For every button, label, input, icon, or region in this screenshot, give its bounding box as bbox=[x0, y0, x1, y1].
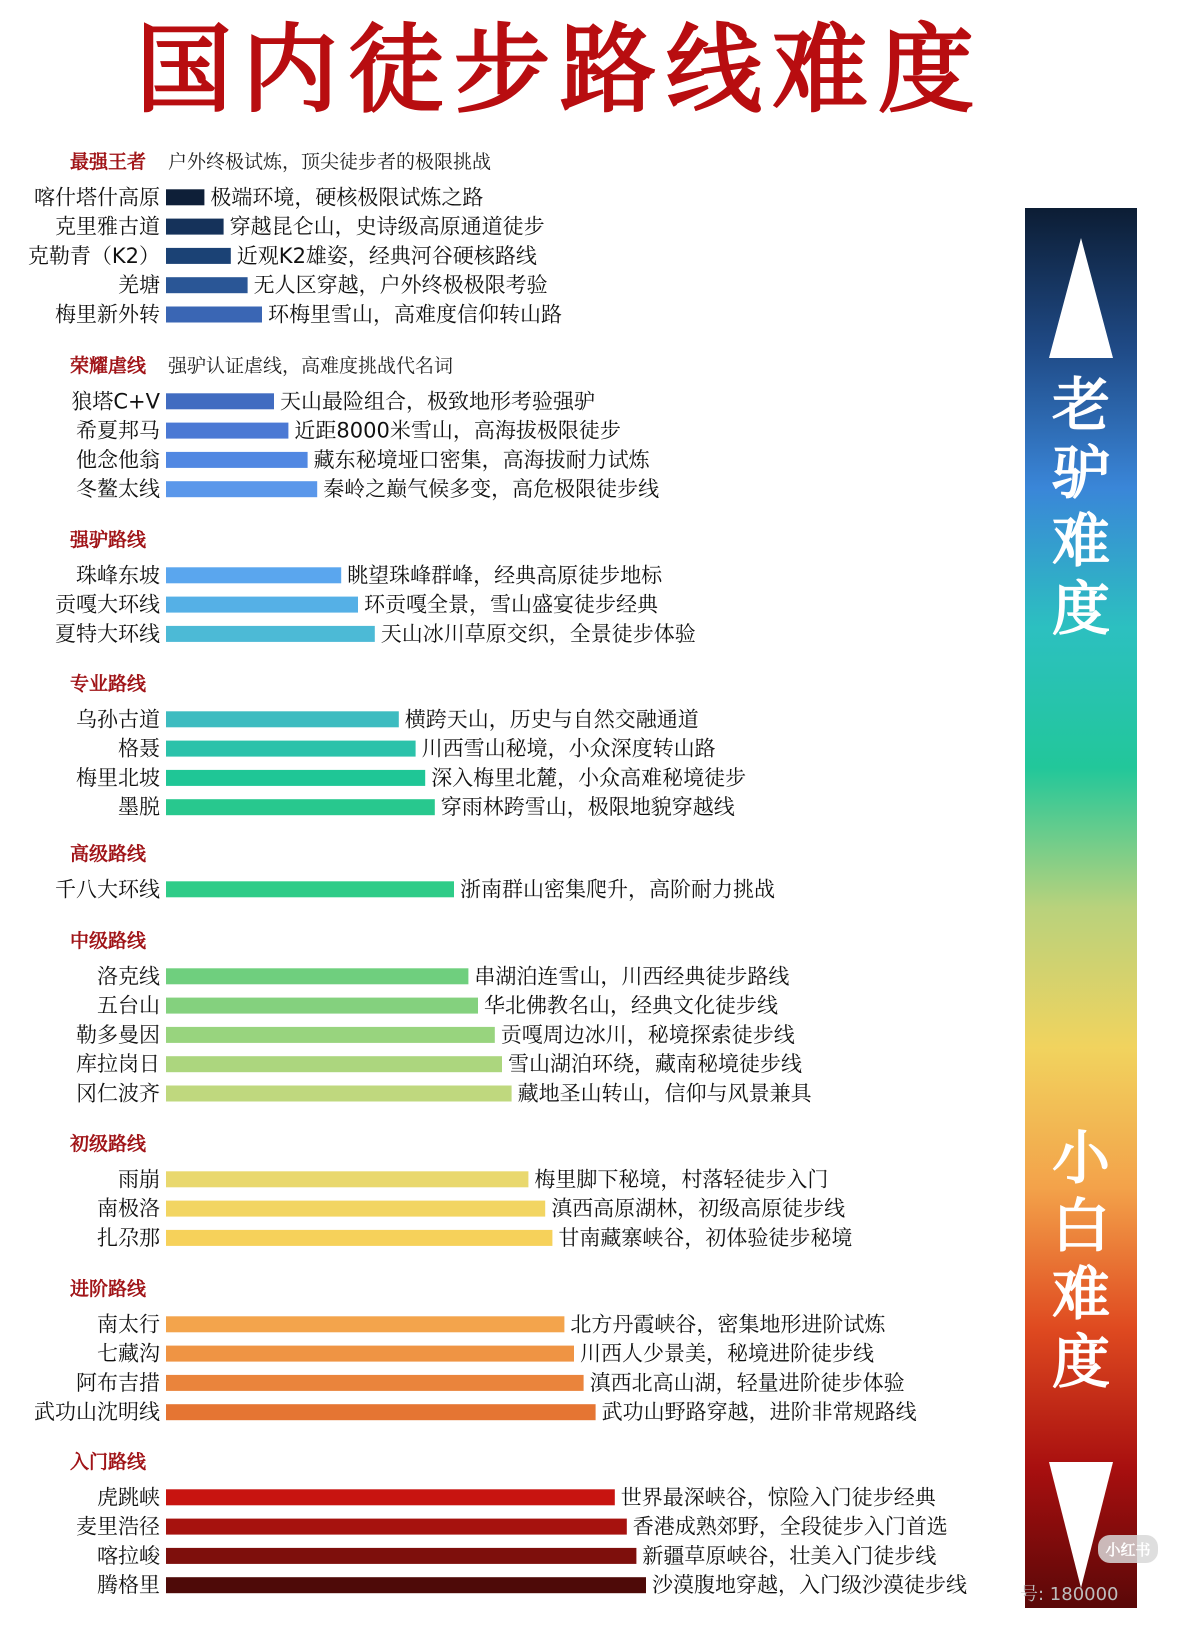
scale-bottom-label: 小白难度 bbox=[1051, 1124, 1111, 1396]
watermark-id: 号: 180000 bbox=[1020, 1584, 1119, 1605]
route-name: 南极洛 bbox=[97, 1196, 160, 1221]
difficulty-bar bbox=[166, 393, 274, 409]
route-description: 沙漠腹地穿越，入门级沙漠徒步线 bbox=[652, 1573, 967, 1598]
route-name: 七藏沟 bbox=[97, 1341, 160, 1366]
route-description: 甘南藏寨峡谷，初体验徒步秘境 bbox=[558, 1225, 853, 1250]
difficulty-bar bbox=[166, 1201, 545, 1217]
route-description: 北方丹霞峡谷，密集地形进阶试炼 bbox=[570, 1312, 886, 1337]
category-title: 中级路线 bbox=[70, 930, 147, 952]
route-description: 雪山湖泊环绕，藏南秘境徒步线 bbox=[508, 1052, 802, 1077]
route-name: 喀拉峻 bbox=[97, 1543, 160, 1568]
route-description: 藏地圣山转山，信仰与风景兼具 bbox=[517, 1081, 812, 1106]
difficulty-bar bbox=[166, 1489, 615, 1505]
route-name: 希夏邦马 bbox=[76, 418, 160, 443]
route-description: 天山最险组合，极致地形考验强驴 bbox=[280, 389, 595, 414]
route-name: 墨脱 bbox=[118, 795, 160, 820]
route-name: 珠峰东坡 bbox=[76, 563, 160, 588]
route-description: 世界最深峡谷，惊险入门徒步经典 bbox=[620, 1485, 936, 1510]
difficulty-bar bbox=[166, 1548, 636, 1564]
difficulty-bar bbox=[166, 741, 416, 757]
route-description: 滇西高原湖林，初级高原徒步线 bbox=[551, 1196, 846, 1221]
difficulty-bar bbox=[166, 881, 454, 897]
watermark-badge-text: 小红书 bbox=[1105, 1541, 1151, 1559]
category-title: 进阶路线 bbox=[70, 1278, 147, 1300]
difficulty-bar bbox=[166, 597, 358, 613]
route-description: 穿雨林跨雪山，极限地貌穿越线 bbox=[440, 795, 735, 820]
route-description: 藏东秘境垭口密集，高海拔耐力试炼 bbox=[313, 447, 650, 472]
difficulty-bar bbox=[166, 799, 435, 815]
route-description: 环贡嘎全景，雪山盛宴徒步经典 bbox=[364, 592, 658, 617]
route-description: 浙南群山密集爬升，高阶耐力挑战 bbox=[460, 877, 775, 902]
category-title: 高级路线 bbox=[70, 843, 147, 865]
route-name: 克里雅古道 bbox=[55, 214, 160, 239]
route-description: 极端环境，硬核极限试炼之路 bbox=[210, 185, 484, 210]
route-description: 近观K2雄姿，经典河谷硬核路线 bbox=[236, 243, 537, 268]
difficulty-bar bbox=[166, 219, 224, 235]
route-description: 天山冰川草原交织，全景徒步体验 bbox=[380, 621, 696, 646]
category-title: 初级路线 bbox=[70, 1133, 147, 1155]
route-name: 洛克线 bbox=[97, 964, 160, 989]
route-name: 夏特大环线 bbox=[55, 621, 160, 646]
category-title: 专业路线 bbox=[70, 673, 147, 695]
route-description: 串湖泊连雪山，川西经典徒步路线 bbox=[474, 964, 790, 989]
route-name: 他念他翁 bbox=[76, 447, 160, 472]
difficulty-bar bbox=[166, 248, 231, 264]
category-title: 入门路线 bbox=[70, 1451, 147, 1473]
category-description: 强驴认证虐线，高难度挑战代名词 bbox=[168, 355, 454, 377]
route-name: 阿布吉措 bbox=[76, 1370, 160, 1395]
route-name: 乌孙古道 bbox=[76, 707, 160, 732]
route-name: 库拉岗日 bbox=[76, 1052, 160, 1077]
difficulty-bar bbox=[166, 1375, 584, 1391]
route-name: 千八大环线 bbox=[55, 877, 160, 902]
route-description: 秦岭之巅气候多变，高危极限徒步线 bbox=[323, 477, 660, 502]
route-description: 深入梅里北麓，小众高难秘境徒步 bbox=[431, 765, 747, 790]
page-title: 国内徒步路线难度 bbox=[136, 14, 984, 126]
difficulty-bar bbox=[166, 626, 375, 642]
route-name: 雨崩 bbox=[118, 1167, 160, 1192]
difficulty-scale bbox=[1025, 208, 1137, 1608]
route-description: 新疆草原峡谷，壮美入门徒步线 bbox=[642, 1543, 937, 1568]
route-name: 麦里浩径 bbox=[76, 1514, 160, 1539]
route-name: 羌塘 bbox=[118, 273, 160, 298]
route-description: 近距8000米雪山，高海拔极限徒步 bbox=[294, 418, 621, 443]
difficulty-bar bbox=[166, 1316, 564, 1332]
route-name: 梅里新外转 bbox=[55, 302, 160, 327]
route-name: 冬鳌太线 bbox=[76, 477, 160, 502]
route-description: 香港成熟郊野，全段徒步入门首选 bbox=[632, 1514, 948, 1539]
route-description: 穿越昆仑山，史诗级高原通道徒步 bbox=[229, 214, 545, 239]
route-name: 喀什塔什高原 bbox=[34, 185, 160, 210]
route-name: 梅里北坡 bbox=[76, 765, 160, 790]
difficulty-bar bbox=[166, 481, 317, 497]
difficulty-bar bbox=[166, 1577, 646, 1593]
route-description: 川西人少景美，秘境进阶徒步线 bbox=[580, 1341, 874, 1366]
difficulty-bar bbox=[166, 998, 478, 1014]
difficulty-bar bbox=[166, 567, 341, 583]
route-description: 滇西北高山湖，轻量进阶徒步体验 bbox=[589, 1370, 905, 1395]
bars-layer bbox=[28, 150, 967, 1598]
route-description: 贡嘎周边冰川，秘境探索徒步线 bbox=[500, 1022, 795, 1047]
difficulty-bar bbox=[166, 1171, 528, 1187]
route-description: 梅里脚下秘境，村落轻徒步入门 bbox=[534, 1167, 829, 1192]
difficulty-bar bbox=[166, 277, 248, 293]
difficulty-bar bbox=[166, 770, 425, 786]
route-description: 眺望珠峰群峰，经典高原徒步地标 bbox=[347, 563, 663, 588]
route-description: 川西雪山秘境，小众深度转山路 bbox=[421, 736, 716, 761]
route-description: 武功山野路穿越，进阶非常规路线 bbox=[601, 1400, 917, 1425]
route-description: 无人区穿越，户外终极极限考验 bbox=[253, 273, 548, 298]
route-description: 环梅里雪山，高难度信仰转山路 bbox=[268, 302, 562, 327]
difficulty-bar bbox=[166, 711, 399, 727]
difficulty-bar bbox=[166, 452, 308, 468]
route-name: 扎尕那 bbox=[97, 1225, 160, 1250]
route-name: 狼塔C+V bbox=[71, 389, 160, 414]
route-name: 冈仁波齐 bbox=[76, 1081, 160, 1106]
scale-top-label: 老驴难度 bbox=[1051, 371, 1111, 643]
route-name: 南太行 bbox=[97, 1312, 160, 1337]
route-name: 五台山 bbox=[97, 993, 160, 1018]
difficulty-bar bbox=[166, 1056, 502, 1072]
route-name: 格聂 bbox=[118, 736, 160, 761]
difficulty-bar bbox=[166, 1519, 627, 1535]
route-name: 勒多曼因 bbox=[76, 1022, 160, 1047]
category-title: 最强王者 bbox=[70, 151, 147, 173]
route-name: 武功山沈明线 bbox=[34, 1400, 160, 1425]
difficulty-bar bbox=[166, 1404, 596, 1420]
difficulty-bar bbox=[166, 1346, 574, 1362]
difficulty-bar bbox=[166, 1230, 552, 1246]
difficulty-bar bbox=[166, 968, 468, 984]
route-name: 虎跳峡 bbox=[97, 1485, 160, 1510]
route-name: 克勒青（K2） bbox=[27, 243, 160, 268]
difficulty-bar bbox=[166, 307, 262, 323]
route-description: 横跨天山，历史与自然交融通道 bbox=[404, 707, 699, 732]
difficulty-bar bbox=[166, 189, 204, 205]
category-title: 强驴路线 bbox=[70, 529, 147, 551]
route-name: 贡嘎大环线 bbox=[55, 592, 160, 617]
category-description: 户外终极试炼，顶尖徒步者的极限挑战 bbox=[168, 151, 492, 173]
difficulty-bar bbox=[166, 1027, 495, 1043]
route-name: 腾格里 bbox=[97, 1573, 160, 1598]
category-title: 荣耀虐线 bbox=[70, 355, 147, 377]
route-description: 华北佛教名山，经典文化徒步线 bbox=[484, 993, 778, 1018]
difficulty-bar bbox=[166, 423, 288, 439]
difficulty-bar bbox=[166, 1086, 512, 1102]
